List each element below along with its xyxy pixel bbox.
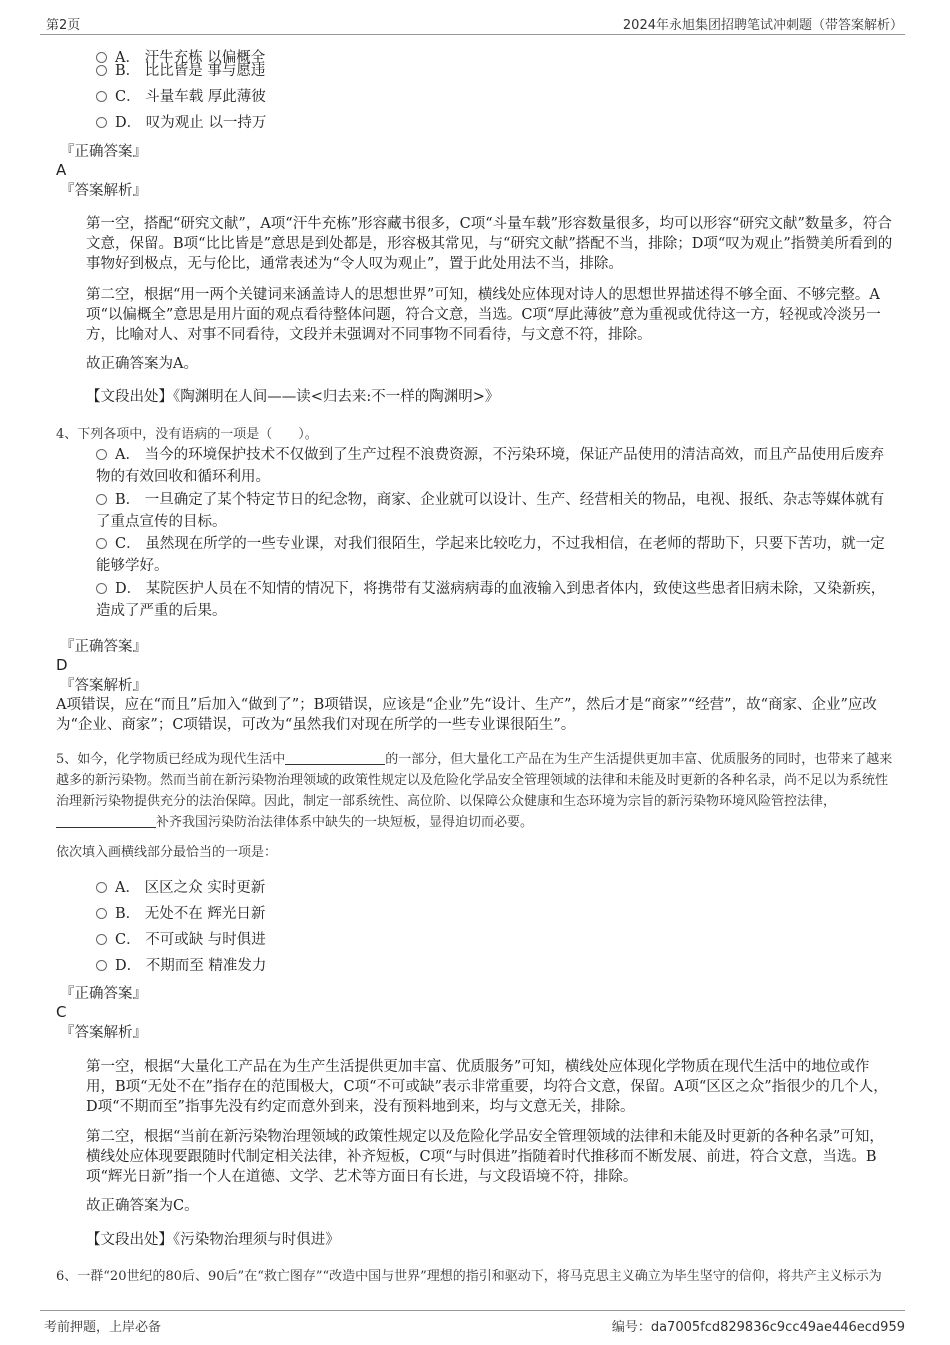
- q4-option-d[interactable]: D． 某院医护人员在不知情的情况下，将携带有艾滋病病毒的血液输入到患者体内，致使这些患者旧病未除，又染新疾，造成了严重的后果。: [96, 581, 886, 619]
- q5-answer-label: 『正确答案』: [60, 986, 147, 1002]
- q3-option-c[interactable]: C． 斗量车载 厚此薄彼: [96, 86, 266, 109]
- q4-answer: D: [56, 656, 68, 674]
- q3-analysis-p2: 第二空，根据“用一两个关键词来涵盖诗人的思想世界”可知，横线处应体现对诗人的思想世界描述得不够全面、不够完整。A项“以偏概全”意思是用片面的观点看待整体问题，符合文意，当选。C项“厚此薄彼”意为重视或优待这一方，轻视或冷淡另一方，比喻对人、对事不同看待，文段并未强调对不同事物不同看待，与文意不符，排除。: [86, 287, 881, 343]
- q5-source: 【文段出处】《污染物治理须与时俱进》: [86, 1232, 340, 1248]
- q5-option-c[interactable]: C． 不可或缺 与时俱进: [96, 929, 266, 952]
- q3-conclusion: 故正确答案为A。: [86, 356, 198, 372]
- page-footer: [40, 1310, 905, 1335]
- q5-analysis-label: 『答案解析』: [60, 1025, 147, 1041]
- q5-option-d[interactable]: D． 不期而至 精准发力: [96, 955, 266, 978]
- q4-option-c[interactable]: C． 虽然现在所学的一些专业课，对我们很陌生，学起来比较吃力，不过我相信，在老师的帮助下，只要下苦功，就一定能够学好。: [96, 536, 885, 574]
- radio-icon[interactable]: [96, 882, 107, 893]
- q3-option-a[interactable]: A． 汗牛充栋 以偏概全: [96, 47, 265, 70]
- q6-stem: 6、一群“20世纪的80后、90后”在“救亡图存”“改造中国与世界”理想的指引和驱动下，将马克思主义确立为毕生坚守的信仰，将共产主义标示为: [56, 1269, 882, 1284]
- blank-line-1: [285, 764, 385, 765]
- q3-analysis-label: 『答案解析』: [60, 183, 147, 199]
- radio-icon[interactable]: [96, 494, 107, 505]
- page-number: 第2页: [46, 18, 81, 33]
- q3-answer: A: [56, 161, 67, 179]
- q5-analysis-p2: 第二空，根据“当前在新污染物治理领域的政策性规定以及危险化学品安全管理领域的法律和未能及时更新的各种名录”可知，横线处应体现要跟随时代制定相关法律，补齐短板，C项“与时俱进”指随着时代推移而不断发展、前进，符合文意，当选。B项“辉光日新”指一个人在道德、文学、艺术等方面日有长进，与文段语境不符，排除。: [86, 1129, 884, 1185]
- radio-icon[interactable]: [96, 538, 107, 549]
- q4-answer-label: 『正确答案』: [60, 639, 147, 655]
- radio-icon[interactable]: [96, 65, 107, 76]
- q4-analysis: A项错误，应在“而且”后加入“做到了”；B项错误，应该是“企业”先“设计、生产”，然后才是“商家”“经营”，故“商家、企业”应改为“企业、商家”；C项错误，可改为“虽然我们对现在所学的一些专业课很陌生”。: [56, 697, 877, 733]
- q3-source: 【文段出处】《陶渊明在人间——读<归去来:不一样的陶渊明>》: [86, 389, 500, 405]
- q5-option-a[interactable]: A． 区区之众 实时更新: [96, 877, 265, 900]
- radio-icon[interactable]: [96, 449, 107, 460]
- radio-icon[interactable]: [96, 934, 107, 945]
- q5-answer: C: [56, 1003, 67, 1021]
- q3-analysis-p1: 第一空，搭配“研究文献”，A项“汗牛充栋”形容藏书很多，C项“斗量车载”形容数量很多，均可以形容“研究文献”数量多，符合文意，保留。B项“比比皆是”意思是到处都是，形容极其常见，与“研究文献”搭配不当，排除；D项“叹为观止”指赞美所看到的事物好到极点，无与伦比，通常表述为“令人叹为观止”，置于此处用法不当，排除。: [86, 216, 893, 272]
- q3-option-d[interactable]: D． 叹为观止 以一持万: [96, 112, 266, 135]
- radio-icon[interactable]: [96, 908, 107, 919]
- blank-line-2: [56, 827, 156, 828]
- page-header: [40, 12, 905, 35]
- footer-slogan: 考前押题，上岸必备: [44, 1320, 162, 1335]
- document-title: 2024年永旭集团招聘笔试冲刺题（带答案解析）: [622, 18, 903, 33]
- q3-answer-label: 『正确答案』: [60, 144, 147, 160]
- q3-option-b[interactable]: B． 比比皆是 事与愿违: [96, 60, 265, 83]
- radio-icon[interactable]: [96, 91, 107, 102]
- q5-prompt: 依次填入画横线部分最恰当的一项是：: [56, 845, 278, 860]
- radio-icon[interactable]: [96, 960, 107, 971]
- q5-analysis-p1: 第一空，根据“大量化工产品在为生产生活提供更加丰富、优质服务”可知，横线处应体现化学物质在现代生活中的地位或作用，B项“无处不在”指存在的范围极大，C项“不可或缺”表示非常重要，均符合文意，保留。A项“区区之众”指很少的几个人，D项“不期而至”指事先没有约定而意外到来，没有预料地到来，均与文意无关，排除。: [86, 1059, 888, 1115]
- radio-icon[interactable]: [96, 583, 107, 594]
- document-id: 编号：da7005fcd829836c9cc49ae446ecd959: [611, 1320, 905, 1335]
- q4-option-b[interactable]: B． 一旦确定了某个特定节日的纪念物，商家、企业就可以设计、生产、经营相关的物品，电视、报纸、杂志等媒体就有了重点宣传的目标。: [96, 492, 885, 530]
- q5-conclusion: 故正确答案为C。: [86, 1198, 199, 1214]
- q4-analysis-label: 『答案解析』: [60, 678, 147, 694]
- radio-icon[interactable]: [96, 117, 107, 128]
- q5-stem: 5、如今，化学物质已经成为现代生活中 的一部分，但大量化工产品在为生产生活提供更加丰富、优质服务的同时，也带来了越来越多的新污染物。然而当前在新污染物治理领域的政策性规定以及危险化学品安全管理领域的法律和未能及时更新的各种名录，尚不足以为系统性治理新污染物提供充分的法治保障。因此，制定一部系统性、高位阶、以保障公众健康和生态环境为宗旨的新污染物环境风险管控法律，补齐我国污染防治法律体系中缺失的一块短板，显得迫切而必要。: [56, 752, 893, 830]
- q4-stem: 4、下列各项中，没有语病的一项是（ ）。: [56, 427, 318, 442]
- q4-option-a[interactable]: A． 当今的环境保护技术不仅做到了生产过程不浪费资源，不污染环境，保证产品使用的清洁高效，而且产品使用后废弃物的有效回收和循环利用。: [96, 447, 885, 485]
- q5-option-b[interactable]: B． 无处不在 辉光日新: [96, 903, 265, 926]
